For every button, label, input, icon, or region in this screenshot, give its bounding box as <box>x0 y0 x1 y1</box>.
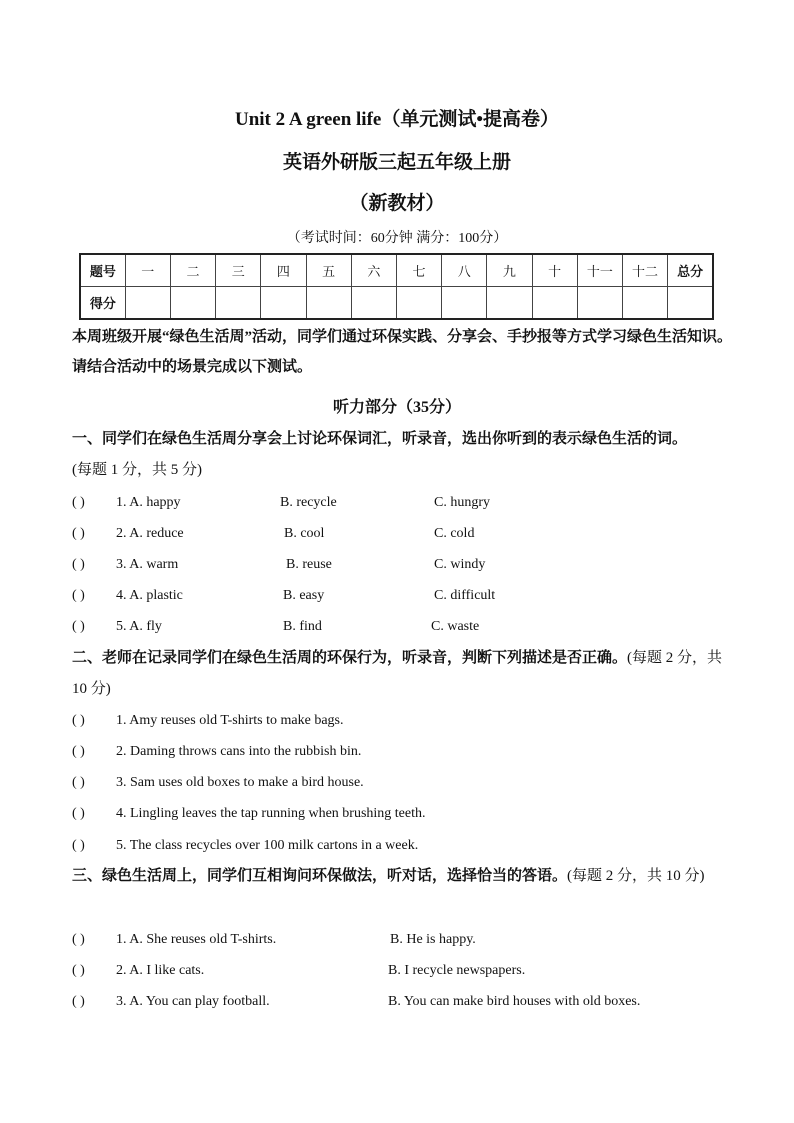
score-input-cell[interactable] <box>261 287 306 320</box>
question-row <box>72 798 732 829</box>
option-c: C. windy <box>434 557 486 572</box>
answer-blank[interactable]: ( ) <box>72 588 85 603</box>
option-a: 5. A. fly <box>116 619 162 634</box>
option-a: 2. A. I like cats. <box>116 963 205 978</box>
answer-blank[interactable]: ( ) <box>72 526 85 541</box>
statement: 3. Sam uses old boxes to make a bird house. <box>116 775 364 790</box>
answer-blank[interactable]: ( ) <box>72 775 85 790</box>
score-input-cell[interactable] <box>216 287 261 320</box>
statement: 2. Daming throws cans into the rubbish bin. <box>116 744 362 759</box>
answer-blank[interactable]: ( ) <box>72 806 85 821</box>
score-cell: 总分 <box>668 254 713 287</box>
edition-label: （新教材） <box>349 193 445 214</box>
score-input-cell[interactable] <box>396 287 441 320</box>
score-input-cell[interactable] <box>577 287 622 320</box>
answer-blank[interactable]: ( ) <box>72 994 85 1009</box>
option-b: B. easy <box>283 588 325 603</box>
answer-blank[interactable]: ( ) <box>72 713 85 728</box>
section-heading: 二、老师在记录同学们在绿色生活周的环保行为，听录音，判断下列描述是否正确。 <box>72 650 628 666</box>
section-heading: 三、绿色生活周上，同学们互相询问环保做法，听对话，选择恰当的答语。 <box>72 868 568 884</box>
option-b: B. reuse <box>286 557 332 572</box>
score-cell: 一 <box>125 254 170 287</box>
section-note: (每题 2 分，共 10 分) <box>72 650 723 697</box>
question-row <box>72 611 732 642</box>
option-a: 1. A. She reuses old T-shirts. <box>116 932 277 947</box>
score-cell: 七 <box>396 254 441 287</box>
option-a: 4. A. plastic <box>116 588 183 603</box>
answer-blank[interactable]: ( ) <box>72 495 85 510</box>
question-row <box>72 986 732 1017</box>
page-subtitle: 英语外研版三起五年级上册 <box>282 152 511 173</box>
question-row <box>72 924 732 955</box>
statement: 5. The class recycles over 100 milk cartons in a week. <box>116 838 419 853</box>
exam-info: （考试时间：60分钟 满分：100分） <box>286 231 508 246</box>
option-a: 2. A. reduce <box>116 526 184 541</box>
score-input-cell[interactable] <box>487 287 532 320</box>
option-c: C. difficult <box>434 588 496 603</box>
score-input-cell[interactable] <box>442 287 487 320</box>
score-input-cell[interactable] <box>622 287 667 320</box>
score-table-header-row <box>80 254 713 287</box>
answer-blank[interactable]: ( ) <box>72 838 85 853</box>
option-a: 1. A. happy <box>116 495 181 510</box>
option-b: B. cool <box>284 526 325 541</box>
score-input-cell[interactable] <box>351 287 396 320</box>
score-cell: 十二 <box>622 254 667 287</box>
score-cell: 三 <box>216 254 261 287</box>
option-b: B. recycle <box>280 495 337 510</box>
section-3-heading <box>72 861 732 892</box>
score-cell: 八 <box>442 254 487 287</box>
score-cell: 九 <box>487 254 532 287</box>
score-table <box>79 253 714 320</box>
score-row-label: 得分 <box>80 287 125 320</box>
page-title: Unit 2 A green life（单元测试•提高卷） <box>234 109 559 130</box>
question-row <box>72 830 732 861</box>
score-cell: 十一 <box>577 254 622 287</box>
question-row <box>72 549 732 580</box>
question-row <box>72 580 732 611</box>
question-row <box>72 518 732 549</box>
option-b: B. He is happy. <box>390 932 476 947</box>
statement: 4. Lingling leaves the tap running when brushing teeth. <box>116 806 426 821</box>
score-cell: 五 <box>306 254 351 287</box>
score-cell: 十 <box>532 254 577 287</box>
score-input-cell[interactable] <box>170 287 215 320</box>
score-cell: 四 <box>261 254 306 287</box>
option-c: C. waste <box>431 619 480 634</box>
score-cell: 题号 <box>80 254 125 287</box>
section-2-heading <box>72 643 732 705</box>
answer-blank[interactable]: ( ) <box>72 557 85 572</box>
score-table-score-row <box>80 287 713 320</box>
option-b: B. I recycle newspapers. <box>388 963 526 978</box>
score-input-cell[interactable] <box>532 287 577 320</box>
option-c: C. hungry <box>434 495 490 510</box>
section-note: (每题 2 分，共 10 分) <box>567 868 705 884</box>
answer-blank[interactable]: ( ) <box>72 744 85 759</box>
option-c: C. cold <box>434 526 475 541</box>
option-b: B. You can make bird houses with old boxes. <box>388 994 641 1009</box>
question-row <box>72 736 732 767</box>
question-row <box>72 955 732 986</box>
section-heading: 一、同学们在绿色生活周分享会上讨论环保词汇，听录音，选出你听到的表示绿色生活的词。 <box>72 431 688 447</box>
listening-part-title: 听力部分（35分） <box>332 399 461 416</box>
score-cell: 二 <box>170 254 215 287</box>
question-row <box>72 705 732 736</box>
score-input-cell[interactable] <box>668 287 713 320</box>
option-a: 3. A. warm <box>116 557 179 572</box>
score-input-cell[interactable] <box>306 287 351 320</box>
statement: 1. Amy reuses old T-shirts to make bags. <box>116 713 344 728</box>
score-input-cell[interactable] <box>125 287 170 320</box>
section-note: (每题 1 分，共 5 分) <box>72 462 202 478</box>
score-cell: 六 <box>351 254 396 287</box>
option-a: 3. A. You can play football. <box>116 994 270 1009</box>
intro-paragraph: 本周班级开展“绿色生活周”活动，同学们通过环保实践、分享会、手抄报等方式学习绿色生活知识。请结合活动中的场景完成以下测试。 <box>72 329 733 375</box>
section-1-heading <box>72 424 732 486</box>
question-row <box>72 767 732 798</box>
answer-blank[interactable]: ( ) <box>72 963 85 978</box>
question-row <box>72 487 732 518</box>
answer-blank[interactable]: ( ) <box>72 619 85 634</box>
option-b: B. find <box>283 619 322 634</box>
answer-blank[interactable]: ( ) <box>72 932 85 947</box>
